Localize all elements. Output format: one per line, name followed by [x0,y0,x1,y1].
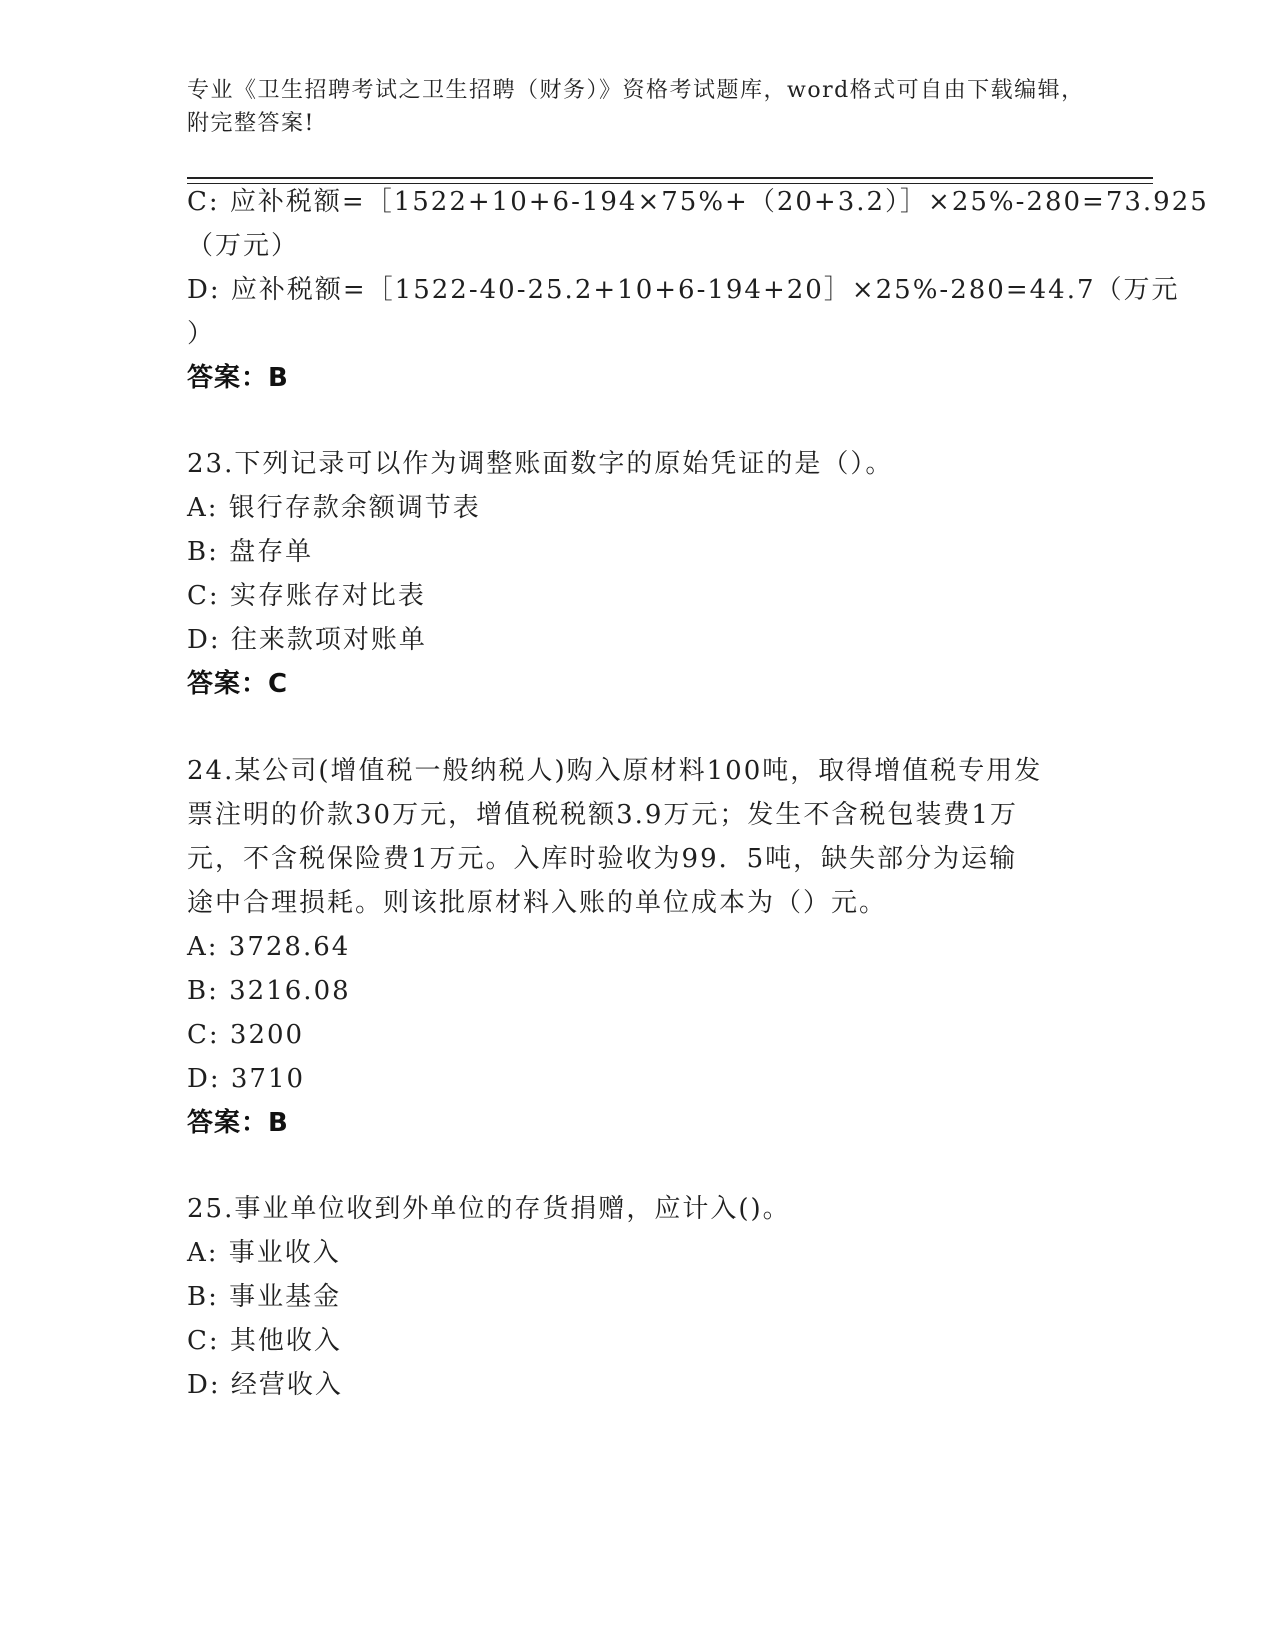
q24-stem-line1: 24.某公司(增值税一般纳税人)购入原材料100吨，取得增值税专用发 [187,756,1043,786]
q24-answer: 答案：B [187,1108,289,1138]
q24-stem-line4: 途中合理损耗。则该批原材料入账的单位成本为（）元。 [187,888,888,918]
q24-stem-line3: 元，不含税保险费1万元。入库时验收为99．5吨，缺失部分为运输 [187,844,1018,874]
q24-option-c: C: 3200 [187,1020,305,1050]
q25-option-a: A: 事业收入 [187,1238,341,1268]
q24-stem-line2: 票注明的价款30万元，增值税税额3.9万元；发生不含税包装费1万 [187,800,1018,830]
header-rule-top [187,177,1153,179]
q23-option-b: B: 盘存单 [187,537,314,567]
q25-option-b: B: 事业基金 [187,1282,342,1312]
q22-option-c-line1: C: 应补税额=［1522+10+6-194×75%+（20+3.2）］×25%-280=73.925 [187,187,1209,217]
q23-option-d: D: 往来款项对账单 [187,625,427,655]
q24-option-a: A: 3728.64 [187,932,351,962]
q24-option-b: B: 3216.08 [187,976,351,1006]
q25-stem: 25.事业单位收到外单位的存货捐赠，应计入()。 [187,1194,791,1224]
q22-answer: 答案：B [187,363,289,393]
q25-option-c: C: 其他收入 [187,1326,342,1356]
q22-option-c-line2: （万元） [187,231,300,261]
q25-option-d: D: 经营收入 [187,1370,343,1400]
header-rule-bottom [187,183,1153,184]
q23-stem: 23.下列记录可以作为调整账面数字的原始凭证的是（）。 [187,449,894,479]
q23-option-c: C: 实存账存对比表 [187,581,426,611]
page-header: 专业《卫生招聘考试之卫生招聘（财务）》资格考试题库，word格式可自由下载编辑，附完整答案! [187,78,1085,136]
q22-option-d-line1: D: 应补税额=［1522-40-25.2+10+6-194+20］×25%-280=44.7（万元 [187,275,1180,305]
q23-option-a: A: 银行存款余额调节表 [187,493,481,523]
q23-answer: 答案：C [187,669,289,699]
q22-option-d-line2: ） [187,319,216,349]
q24-option-d: D: 3710 [187,1064,306,1094]
